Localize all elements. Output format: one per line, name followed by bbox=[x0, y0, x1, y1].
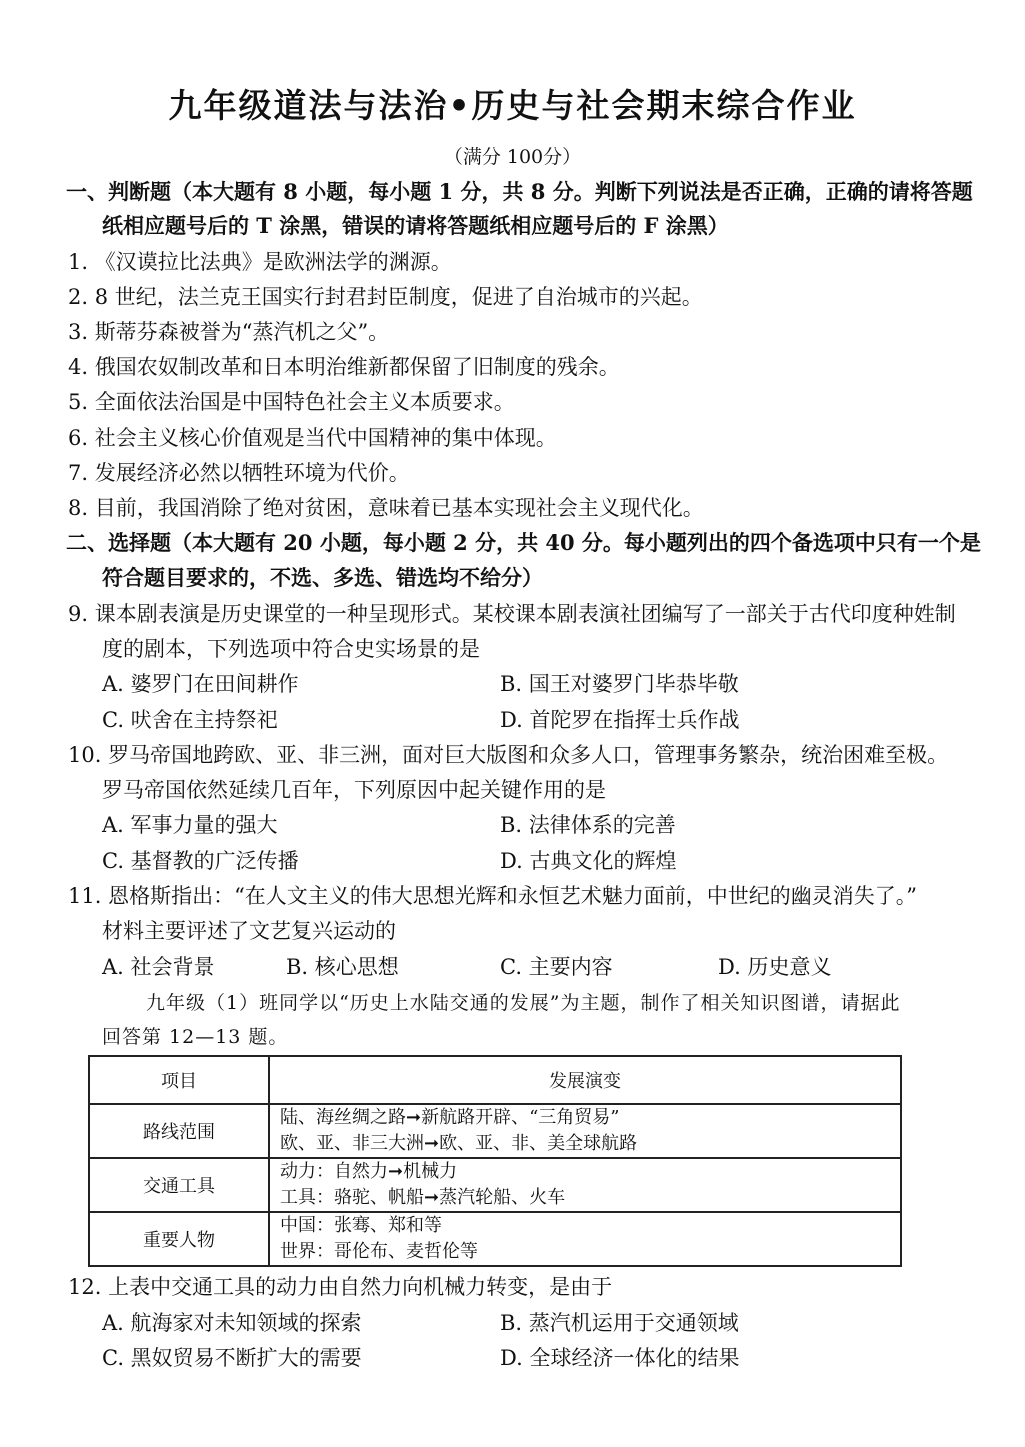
question-10-stem-cont: 罗马帝国依然延续几百年，下列原因中起关键作用的是 bbox=[102, 778, 606, 802]
q10-option-a: A. 军事力量的强大 bbox=[102, 813, 278, 837]
section1-heading-cont: 纸相应题号后的 T 涂黑，错误的请将答题纸相应题号后的 F 涂黑） bbox=[102, 213, 729, 238]
q9-option-b: B. 国王对婆罗门毕恭毕敬 bbox=[500, 672, 739, 696]
section2-heading-cont: 符合题目要求的，不选、多选、错选均不给分） bbox=[102, 565, 543, 590]
section1-heading: 一、判断题（本大题有 8 小题，每小题 1 分，共 8 分。判断下列说法是否正确，正确的请将答题 bbox=[66, 179, 973, 204]
question-9-stem: 9. 课本剧表演是历史课堂的一种呈现形式。某校课本剧表演社团编写了一部关于古代印度种姓制 bbox=[68, 602, 956, 626]
judgment-item: 1. 《汉谟拉比法典》是欧洲法学的渊源。 bbox=[68, 250, 452, 274]
q12-option-a: A. 航海家对未知领域的探索 bbox=[102, 1311, 362, 1335]
section2-heading: 二、选择题（本大题有 20 小题，每小题 2 分，共 40 分。每小题列出的四个备选项中只有一个是 bbox=[66, 530, 981, 555]
q11-option-d: D. 历史意义 bbox=[718, 955, 832, 979]
table-cell-line: 欧、亚、非三大洲➞欧、亚、非、美全球航路 bbox=[280, 1133, 638, 1154]
table-header-content: 发展演变 bbox=[269, 1056, 901, 1104]
table-cell-item: 交通工具 bbox=[89, 1158, 269, 1212]
q10-option-b: B. 法律体系的完善 bbox=[500, 813, 676, 837]
q11-option-b: B. 核心思想 bbox=[286, 955, 399, 979]
question-9-stem-cont: 度的剧本，下列选项中符合史实场景的是 bbox=[102, 637, 480, 661]
q9-option-c: C. 吠舍在主持祭祀 bbox=[102, 708, 278, 732]
judgment-item: 6. 社会主义核心价值观是当代中国精神的集中体现。 bbox=[68, 426, 557, 450]
table-cell-item: 路线范围 bbox=[89, 1104, 269, 1158]
table-row bbox=[89, 1158, 901, 1212]
q12-option-d: D. 全球经济一体化的结果 bbox=[500, 1346, 740, 1370]
table-cell-line: 动力：自然力➞机械力 bbox=[280, 1161, 458, 1182]
table-cell-line: 工具：骆驼、帆船➞蒸汽轮船、火车 bbox=[280, 1187, 566, 1208]
question-10-stem: 10. 罗马帝国地跨欧、亚、非三洲，面对巨大版图和众多人口，管理事务繁杂，统治困难至极。 bbox=[68, 743, 949, 767]
judgment-item: 8. 目前，我国消除了绝对贫困，意味着已基本实现社会主义现代化。 bbox=[68, 496, 704, 520]
table-header-row bbox=[89, 1056, 901, 1104]
table-cell-item: 重要人物 bbox=[89, 1212, 269, 1266]
judgment-item: 5. 全面依法治国是中国特色社会主义本质要求。 bbox=[68, 390, 515, 414]
table-cell-content bbox=[269, 1104, 901, 1158]
table-cell-line: 陆、海丝绸之路➞新航路开辟、“三角贸易” bbox=[280, 1107, 620, 1128]
q9-option-a: A. 婆罗门在田间耕作 bbox=[102, 672, 299, 696]
q10-option-d: D. 古典文化的辉煌 bbox=[500, 849, 677, 873]
judgment-item: 3. 斯蒂芬森被誉为“蒸汽机之父”。 bbox=[68, 320, 390, 344]
table-cell-line: 中国：张骞、郑和等 bbox=[280, 1215, 442, 1236]
q12-option-b: B. 蒸汽机运用于交通领域 bbox=[500, 1311, 739, 1335]
question-11-stem-cont: 材料主要评述了文艺复兴运动的 bbox=[102, 919, 396, 943]
question-12-stem: 12. 上表中交通工具的动力由自然力向机械力转变，是由于 bbox=[68, 1275, 613, 1299]
page-title: 九年级道法与法治•历史与社会期末综合作业 bbox=[168, 86, 857, 125]
material-intro: 九年级（1）班同学以“历史上水陆交通的发展”为主题，制作了相关知识图谱，请据此 bbox=[146, 992, 901, 1014]
judgment-item: 7. 发展经济必然以牺牲环境为代价。 bbox=[68, 461, 410, 485]
table-row bbox=[89, 1212, 901, 1266]
table-cell-line: 世界：哥伦布、麦哲伦等 bbox=[280, 1241, 478, 1262]
q9-option-d: D. 首陀罗在指挥士兵作战 bbox=[500, 708, 740, 732]
judgment-item: 4. 俄国农奴制改革和日本明治维新都保留了旧制度的残余。 bbox=[68, 355, 620, 379]
table-row bbox=[89, 1104, 901, 1158]
table-cell-content bbox=[269, 1212, 901, 1266]
q11-option-c: C. 主要内容 bbox=[500, 955, 613, 979]
table-cell-content bbox=[269, 1158, 901, 1212]
question-11-stem: 11. 恩格斯指出：“在人文主义的伟大思想光辉和永恒艺术魅力面前，中世纪的幽灵消失了。” bbox=[68, 884, 918, 908]
page-subtitle: （满分 100分） bbox=[443, 146, 582, 168]
q10-option-c: C. 基督教的广泛传播 bbox=[102, 849, 299, 873]
table-header-item: 项目 bbox=[89, 1056, 269, 1104]
q12-option-c: C. 黑奴贸易不断扩大的需要 bbox=[102, 1346, 362, 1370]
q11-option-a: A. 社会背景 bbox=[102, 955, 215, 979]
knowledge-table bbox=[88, 1055, 902, 1267]
material-intro-cont: 回答第 12—13 题。 bbox=[102, 1026, 289, 1048]
judgment-item: 2. 8 世纪，法兰克王国实行封君封臣制度，促进了自治城市的兴起。 bbox=[68, 285, 703, 309]
